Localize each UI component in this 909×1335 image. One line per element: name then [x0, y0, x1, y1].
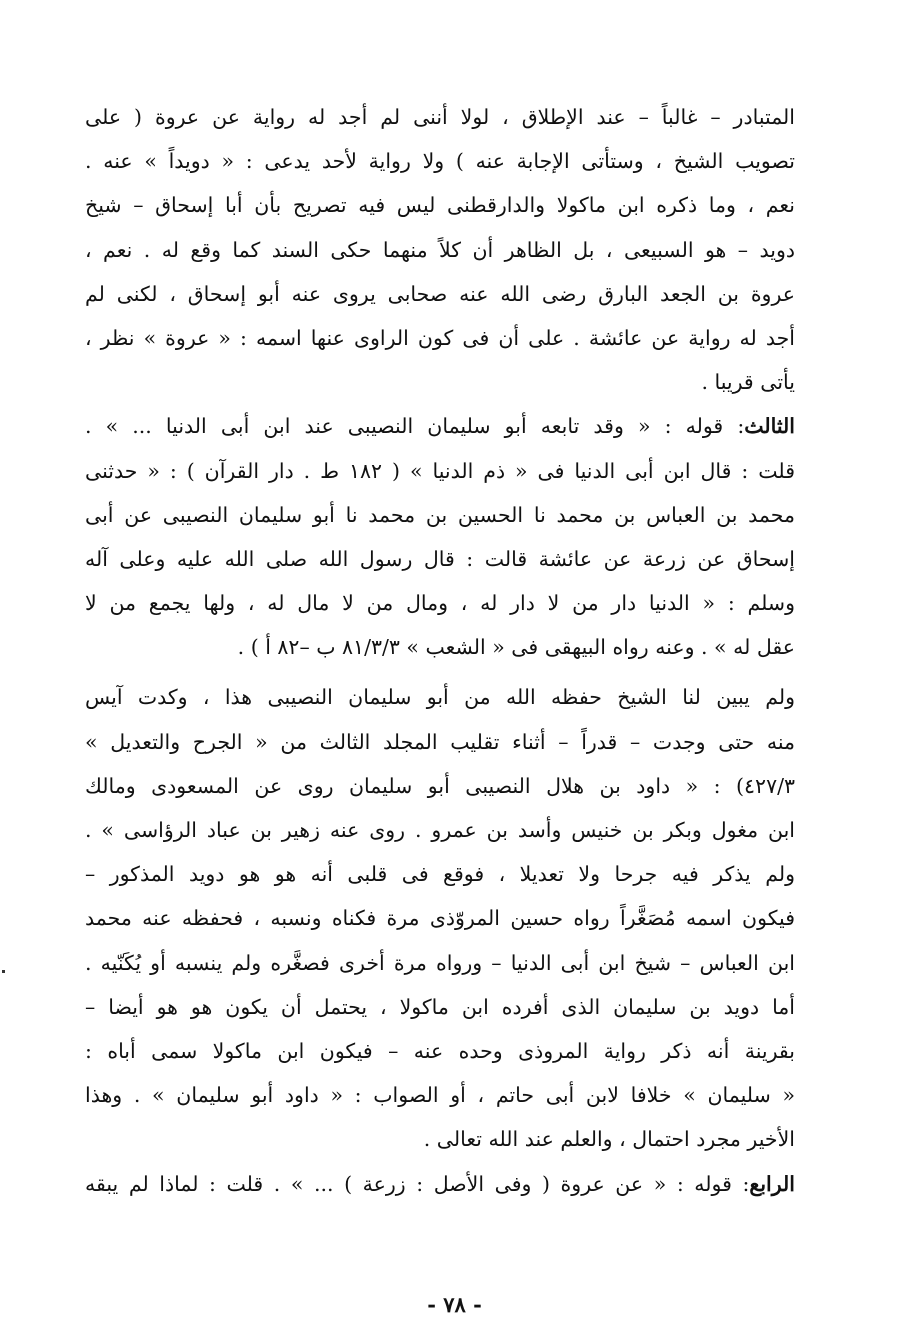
text-line: ولم يبين لنا الشيخ حفظه الله من أبو سليمان النصيبى هذا ، وكدت آيس	[85, 685, 795, 710]
text-line: يأتى قريبا .	[701, 370, 795, 395]
text-line: عروة بن الجعد البارق رضى الله عنه صحابى يروى عنه أبو إسحاق ، لكنى لم	[85, 281, 795, 306]
text-line: فيكون اسمه مُصَغَّراً رواه حسين المروّذى مرة فكناه ونسبه ، فحفظه عنه محمد	[85, 906, 795, 931]
page-number: - ٧٨ -	[427, 1292, 482, 1317]
text-line: قلت : قال ابن أبى الدنيا فى « ذم الدنيا » ( ١٨٢ ط . دار القرآن ) : « حدثنى	[85, 458, 795, 483]
text-line: وسلم : « الدنيا دار من لا دار له ، ومال من لا مال له ، ولها يجمع من لا	[85, 591, 795, 616]
text-line: منه حتى وجدت – قدراً – أثناء تقليب المجلد الثالث من « الجرح والتعديل »	[85, 729, 795, 754]
text-segment: : قوله : « وقد تابعه أبو سليمان النصيبى عند ابن أبى الدنيا ... » .	[85, 414, 745, 439]
text-segment: : قوله : « عن عروة ( وفى الأصل : زرعة ) ... » . قلت : لماذا لم يبقه	[85, 1171, 750, 1196]
margin-mark	[2, 970, 5, 973]
text-line: ابن العباس – شيخ ابن أبى الدنيا – ورواه مرة أخرى فصغَّره ولم ينسبه أو يُكَنّيه .	[85, 950, 795, 975]
section-heading-third: الثالث	[744, 414, 795, 439]
text-line: ٤٢٧/٣) : « داود بن هلال النصيبى أبو سليمان روى عن المسعودى ومالك	[85, 773, 795, 798]
text-line: أجد له رواية عن عائشة . على أن فى كون الراوى عنها اسمه : « عروة » نظر ،	[85, 325, 795, 350]
text-line: « سليمان » خلافا لابن أبى حاتم ، أو الصواب : « داود أبو سليمان » . وهذا	[85, 1083, 795, 1108]
section-heading-fourth: الرابع	[749, 1171, 795, 1196]
text-line: نعم ، وما ذكره ابن ماكولا والدارقطنى ليس فيه تصريح بأن أبا إسحاق – شيخ	[85, 193, 795, 218]
text-line: الأخير مجرد احتمال ، والعلم عند الله تعالى .	[423, 1127, 795, 1152]
text-line: ولم يذكر فيه جرحا ولا تعديلا ، فوقع فى قلبى أنه هو هو دويد المذكور –	[85, 862, 795, 887]
text-line: ابن مغول وبكر بن خنيس وأسد بن عمرو . روى عنه زهير بن عباد الرؤاسى » .	[85, 818, 795, 842]
text-line: أما دويد بن سليمان الذى أفرده ابن ماكولا ، يحتمل أن يكون هو هو أيضا –	[85, 994, 795, 1019]
page-body	[85, 95, 795, 1206]
text-line: محمد بن العباس بن محمد نا الحسين بن محمد نا أبو سليمان النصيبى عن أبى	[85, 502, 795, 527]
text-line	[85, 404, 795, 448]
text-line: دويد – هو السبيعى ، بل الظاهر أن كلاً منهما حكى السند كما وقع له . نعم ،	[85, 237, 795, 262]
text-line: عقل له » . وعنه رواه البيهقى فى « الشعب » ٨١/٣/٣ ب –٨٢ أ ) .	[237, 635, 795, 660]
text-line: تصويب الشيخ ، وستأتى الإجابة عنه ) ولا رواية لأحد يدعى : « دويداً » عنه .	[85, 149, 795, 174]
text-line: إسحاق عن زرعة عن عائشة قالت : قال رسول الله صلى الله عليه وعلى آله	[85, 546, 795, 571]
text-line: المتبادر – غالباً – عند الإطلاق ، لولا أننى لم أجد له رواية عن عروة ( على	[85, 105, 795, 129]
text-line: بقرينة أنه ذكر رواية المروذى وحده عنه – فيكون ابن ماكولا سمى أباه :	[85, 1038, 795, 1063]
text-line	[85, 1162, 795, 1206]
